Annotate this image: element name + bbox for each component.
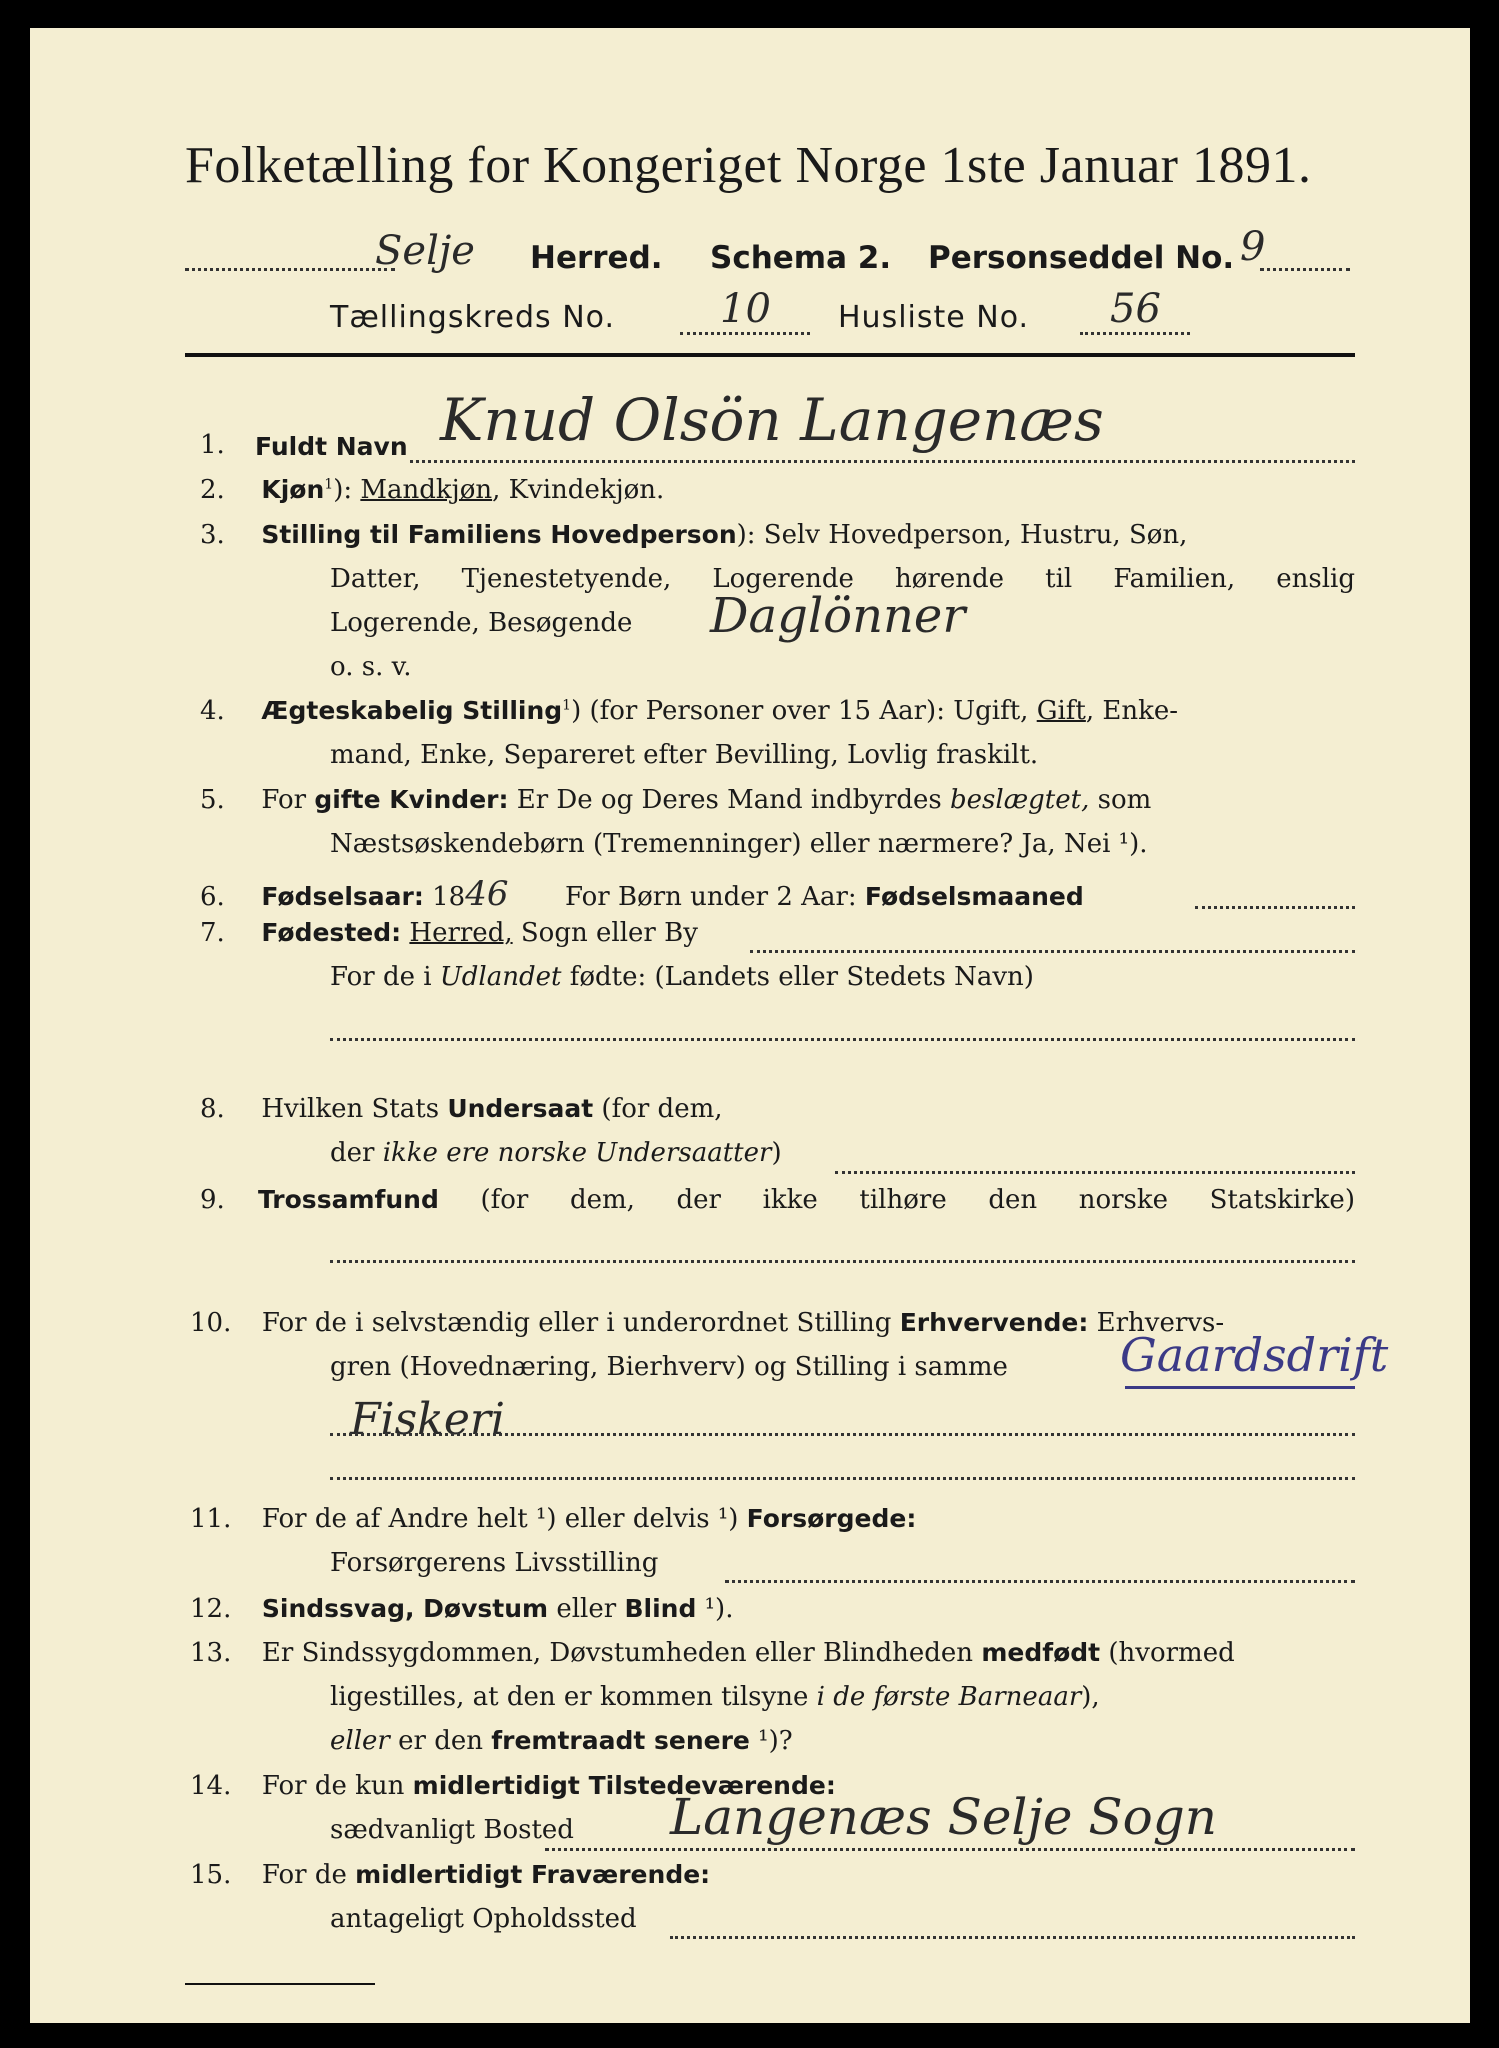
q5-text-italic: beslægtet, — [950, 785, 1090, 815]
q7-number: 7. — [200, 918, 225, 948]
q1-label: Fuldt Navn — [255, 432, 408, 461]
husliste-value: 56 — [1110, 286, 1161, 332]
q5-row-2: Næstsøskendebørn (Tremenninger) eller nærmere? Ja, Nei ¹). — [330, 829, 1148, 859]
q7-line2-italic: Udlandet — [439, 962, 562, 992]
q3-number: 3. — [200, 520, 225, 550]
q7-row-1 — [200, 918, 698, 948]
q2-text: ): — [333, 475, 361, 505]
q10-row-1 — [190, 1308, 1224, 1338]
q15-row-1 — [190, 1860, 710, 1890]
q2-row — [200, 475, 664, 505]
q4-row-2: mand, Enke, Separeret efter Bevilling, Lovlig fraskilt. — [330, 740, 1039, 770]
q3-word: Familien, — [1113, 564, 1236, 594]
q13-text-1: Er Sindssygdommen, Døvstumheden eller Blindheden — [261, 1638, 982, 1668]
q10-value-2: Fiskeri — [350, 1394, 505, 1445]
q14-number: 14. — [190, 1771, 232, 1801]
q2-number: 2. — [200, 475, 225, 505]
q3-text-1: ): Selv Hovedperson, Hustru, Søn, — [736, 520, 1188, 550]
q3-word: til — [1045, 564, 1073, 594]
q12-row — [190, 1594, 733, 1624]
q10-row-2: gren (Hovednæring, Bierhverv) og Stilling i samme — [330, 1352, 1008, 1382]
census-form — [30, 28, 1470, 2023]
q11-number: 11. — [190, 1504, 232, 1534]
q8-text-2: (for dem, — [593, 1094, 723, 1124]
q10-text-2: Erhvervs- — [1088, 1308, 1225, 1338]
q10-dotted-line — [330, 1433, 1355, 1436]
form-title: Folketælling for Kongeriget Norge 1ste Januar 1891. — [185, 137, 1312, 194]
q8-text-1: Hvilken Stats — [261, 1094, 448, 1124]
q9-word: (for — [480, 1185, 529, 1215]
q14-label: midlertidigt Tilstedeværende: — [412, 1771, 836, 1800]
q10-label: Erhvervende: — [899, 1308, 1089, 1337]
q7-dotted-line — [750, 950, 1355, 953]
q7-line2-pre: For de i — [330, 962, 440, 992]
q14-residence-value: Langenæs Selje Sogn — [670, 1788, 1217, 1846]
q15-number: 15. — [190, 1860, 232, 1890]
taellingskreds-dotted-line — [680, 332, 810, 335]
q2-option-female: , Kvindekjøn. — [492, 475, 665, 505]
q10-dotted-line-2 — [330, 1477, 1355, 1480]
q8-line2-pre: der — [330, 1138, 383, 1168]
q3-row-3: Logerende, Besøgende — [330, 608, 633, 638]
q12-text-1: eller — [548, 1594, 625, 1624]
taellingskreds-value: 10 — [720, 286, 771, 332]
q9-word: tilhøre — [859, 1185, 947, 1215]
q13-line2-post: ), — [1081, 1682, 1100, 1712]
q13-label: medfødt — [981, 1638, 1101, 1667]
personseddel-dotted-line — [1260, 268, 1350, 271]
q13-line3-pre: er den — [389, 1726, 492, 1756]
q3-word: hørende — [895, 564, 1005, 594]
footnote-rule — [185, 1983, 375, 1985]
q15-dotted-line — [670, 1936, 1355, 1939]
q3-word: enslig — [1276, 564, 1355, 594]
q8-label: Undersaat — [447, 1094, 594, 1123]
q13-line2-pre: ligestilles, at den er kommen tilsyne — [330, 1682, 817, 1712]
q9-word: ikke — [762, 1185, 818, 1215]
q9-word: den — [988, 1185, 1038, 1215]
q13-line3-italic: eller — [330, 1726, 390, 1756]
q12-text-2: ¹). — [696, 1594, 734, 1624]
q6-number: 6. — [200, 882, 225, 912]
q2-footnote: 1 — [324, 476, 334, 493]
q6-row — [200, 874, 1084, 914]
q9-label: Trossamfund — [258, 1185, 439, 1214]
q9-word: der — [676, 1185, 721, 1215]
q15-label: midlertidigt Fraværende: — [355, 1860, 711, 1889]
personseddel-value: 9 — [1240, 224, 1266, 270]
taellingskreds-label: Tællingskreds No. — [330, 300, 615, 335]
q6-dotted-line — [1195, 906, 1355, 909]
q13-text-2: (hvormed — [1100, 1638, 1235, 1668]
q11-text-1: For de af Andre helt ¹) eller delvis ¹) — [261, 1504, 747, 1534]
q10-value-1: Gaardsdrift — [1120, 1328, 1389, 1382]
q6-text: For Børn under 2 Aar: — [565, 882, 857, 912]
q5-text-2: som — [1089, 785, 1152, 815]
q8-line2-post: ) — [771, 1138, 782, 1168]
q13-line2-italic: i de første Barneaar — [816, 1682, 1082, 1712]
q4-option-married: Gift — [1036, 696, 1086, 726]
q11-dotted-line — [725, 1580, 1355, 1583]
q12-label: Sindssvag, Døvstum — [261, 1594, 549, 1623]
q9-dotted-line — [330, 1260, 1355, 1263]
q13-line3-post: ¹)? — [749, 1726, 793, 1756]
q11-label: Forsørgede: — [746, 1504, 917, 1533]
q3-occupation-value: Daglönner — [710, 588, 966, 644]
q10-text-1: For de i selvstændig eller i underordnet Stilling — [261, 1308, 900, 1338]
q4-row-1: 4. Ægteskabelig Stilling$^1$) (for Personer over 15 Aar): Ugift, Gift, Enke- — [200, 696, 1179, 726]
q8-row-1 — [200, 1094, 723, 1124]
q10-number: 10. — [190, 1308, 232, 1338]
q2-label: Kjøn — [261, 475, 325, 504]
herred-dotted-line — [185, 268, 395, 271]
q12-label-blind: Blind — [624, 1594, 697, 1623]
q9-word: norske — [1078, 1185, 1169, 1215]
husliste-dotted-line — [1080, 332, 1190, 335]
q3-row-1 — [200, 520, 1187, 550]
q8-row-2 — [330, 1138, 782, 1168]
q10-value-underline — [1125, 1386, 1355, 1389]
q3-word: Datter, — [330, 564, 421, 594]
q1-name-value: Knud Olsön Langenæs — [440, 386, 1104, 454]
husliste-label: Husliste No. — [838, 300, 1030, 335]
q5-row-1 — [200, 785, 1151, 815]
q7-text: Sogn eller By — [512, 918, 698, 948]
q5-number: 5. — [200, 785, 225, 815]
q15-row-2: antageligt Opholdssted — [330, 1904, 637, 1934]
q5-prefix: For — [261, 785, 315, 815]
q11-row-2: Forsørgerens Livsstilling — [330, 1548, 659, 1578]
q7-label: Fødested: — [261, 918, 402, 947]
q13-row-1 — [190, 1638, 1235, 1668]
q3-label: Stilling til Familiens Hovedperson — [261, 520, 737, 549]
q4-text-1: ) (for Personer over 15 Aar): Ugift, — [571, 696, 1037, 726]
q3-word: Tjenestetyende, — [461, 564, 672, 594]
q6-label: Fødselsaar: — [261, 882, 424, 911]
q8-line2-italic: ikke ere norske Undersaatter — [382, 1138, 772, 1168]
q13-row-3 — [330, 1726, 793, 1756]
q7-row-2 — [330, 962, 1034, 992]
q11-row-1 — [190, 1504, 916, 1534]
q2-option-male: Mandkjøn — [360, 475, 493, 505]
q13-number: 13. — [190, 1638, 232, 1668]
q3-row-4: o. s. v. — [330, 652, 412, 682]
schema-label: Schema 2. — [710, 240, 892, 276]
q14-text-1: For de kun — [261, 1771, 413, 1801]
q7-line2-post: fødte: (Landets eller Stedets Navn) — [561, 962, 1034, 992]
q3-word: Logerende — [712, 564, 854, 594]
q9-number: 9. — [200, 1185, 225, 1215]
q5-text-1: Er De og Deres Mand indbyrdes — [508, 785, 951, 815]
q6-year-value: 46 — [465, 874, 509, 914]
q6-year-prefix: 18 — [432, 882, 466, 912]
header-rule — [185, 353, 1355, 357]
q12-number: 12. — [190, 1594, 232, 1624]
q9-row — [258, 1185, 1355, 1215]
q7-option-herred: Herred, — [409, 918, 513, 948]
q1-dotted-line — [410, 460, 1355, 463]
q9-word: Statskirke) — [1209, 1185, 1355, 1215]
q14-dotted-line — [545, 1848, 1355, 1851]
q15-text-1: For de — [261, 1860, 356, 1890]
herred-value: Selje — [375, 228, 475, 274]
herred-label: Herred. — [530, 240, 663, 276]
q7-dotted-line-2 — [330, 1038, 1355, 1041]
q1-number: 1. — [200, 430, 225, 460]
q5-label: gifte Kvinder: — [314, 785, 509, 814]
q8-dotted-line — [835, 1171, 1355, 1174]
q4-label: Ægteskabelig Stilling — [261, 696, 563, 725]
q9-word: dem, — [569, 1185, 635, 1215]
q4-text-2: , Enke- — [1085, 696, 1179, 726]
q4-number: 4. — [200, 696, 225, 726]
q8-number: 8. — [200, 1094, 225, 1124]
q14-row-2: sædvanligt Bosted — [330, 1815, 574, 1845]
personseddel-label: Personseddel No. — [928, 240, 1235, 276]
q6-label-month: Fødselsmaaned — [864, 882, 1084, 911]
q13-row-2 — [330, 1682, 1100, 1712]
q13-line3-bold: fremtraadt senere — [491, 1726, 750, 1755]
